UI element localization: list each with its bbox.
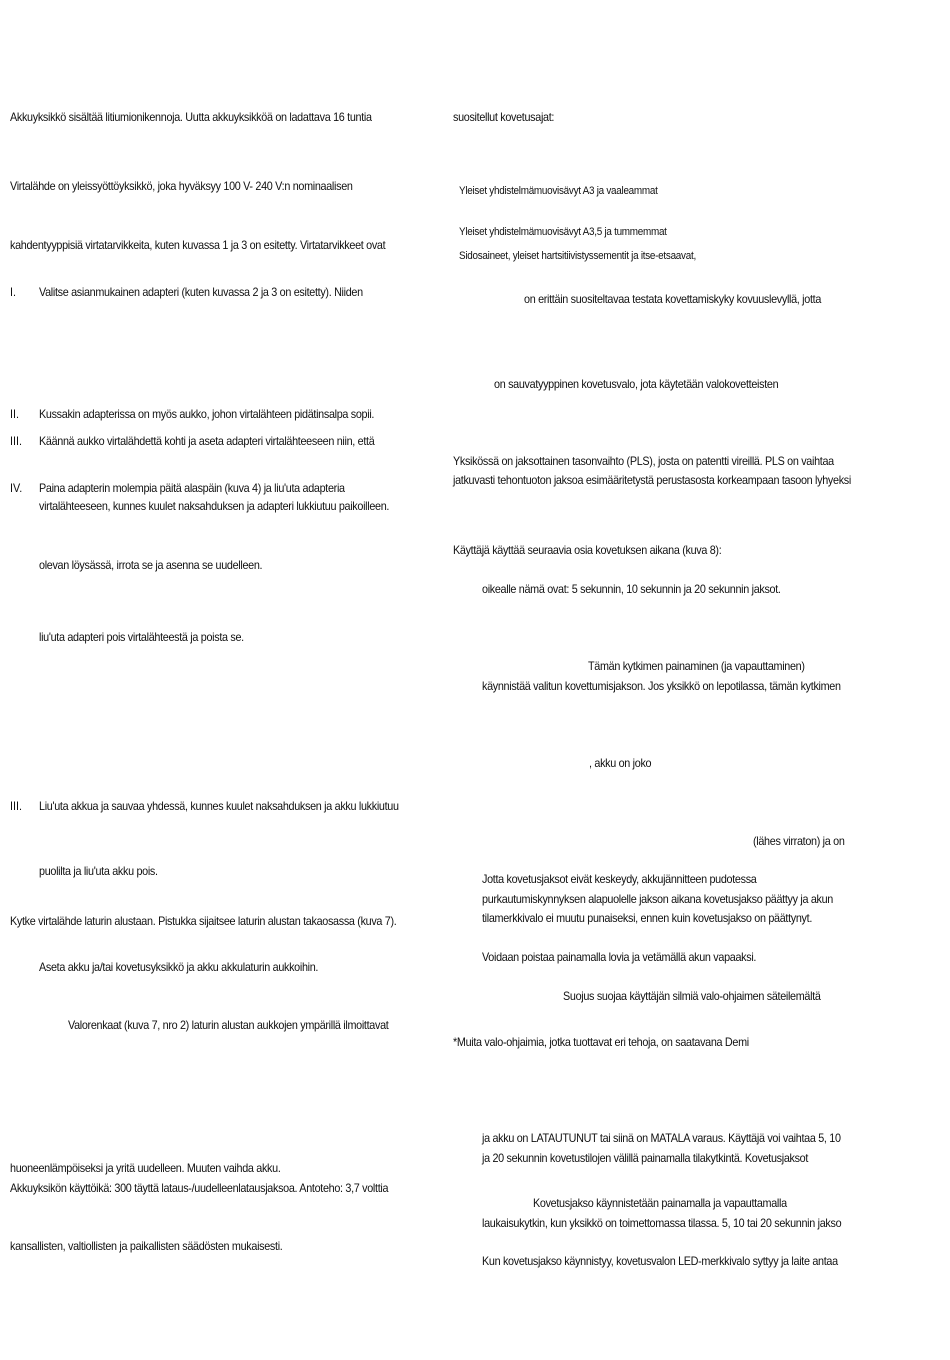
- regulations-text: kansallisten, valtiollisten ja paikallisten säädösten mukaisesti.: [10, 1239, 283, 1253]
- power-supply-text: Virtalähde on yleissyöttöyksikkö, joka hyväksyy 100 V- 240 V:n nominaalisen: [10, 179, 353, 193]
- other-guides-text: *Muita valo-ohjaimia, jotka tuottavat eri tehoja, on saatavana Demi: [453, 1035, 749, 1049]
- light-rings-text: Valorenkaat (kuva 7, nro 2) laturin alustan aukkojen ympärillä ilmoittavat: [68, 1018, 389, 1032]
- parts-text: Käyttäjä käyttää seuraavia osia kovetuksen aikana (kuva 8):: [453, 543, 722, 557]
- step-text: virtalähteeseen, kunnes kuulet naksahduksen ja adapteri lukkiutuu paikoilleen.: [39, 499, 390, 513]
- battery-lifetime-text: Akkuyksikön käyttöikä: 300 täyttä lataus-/uudelleenlatausjaksoa. Antoteho: 3,7 volttia: [10, 1181, 389, 1195]
- shield-text: Suojus suojaa käyttäjän silmiä valo-ohjaimen säteilemältä: [563, 989, 821, 1003]
- step-text: Kussakin adapterissa on myös aukko, johon virtalähteen pidätinsalpa sopii.: [39, 407, 375, 421]
- step-number: III.: [10, 434, 23, 448]
- start-cycle-text: Kovetusjakso käynnistetään painamalla ja vapauttamalla: [533, 1196, 787, 1210]
- room-temp-text: huoneenlämpöiseksi ja yritä uudelleen. Muuten vaihda akku.: [10, 1161, 281, 1175]
- step-number: II.: [10, 407, 20, 421]
- cycles-text: oikealle nämä ovat: 5 sekunnin, 10 sekunnin ja 20 sekunnin jaksot.: [482, 582, 781, 596]
- step-number: III.: [10, 799, 23, 813]
- interrupt-text: Jotta kovetusjaksot eivät keskeydy, akkujännitteen pudotessa: [482, 872, 757, 886]
- led-text: Kun kovetusjakso käynnistyy, kovetusvalon LED-merkkivalo syttyy ja laite antaa: [482, 1254, 838, 1268]
- step-text: Liu'uta akkua ja sauvaa yhdessä, kunnes kuulet naksahduksen ja akku lukkiutuu: [39, 799, 399, 813]
- switch-text: Tämän kytkimen painaminen (ja vapauttaminen): [588, 659, 805, 673]
- loose-adapter-text: olevan löysässä, irrota se ja asenna se uudelleen.: [39, 558, 263, 572]
- step-text: Valitse asianmukainen adapteri (kuten kuvassa 2 ja 3 on esitetty). Niiden: [39, 285, 363, 299]
- curing-times-heading: suositellut kovetusajat:: [453, 110, 555, 124]
- battery-state-text: (lähes virraton) ja on: [753, 834, 845, 848]
- curing-row: Sidosaineet, yleiset hartsitiivistyssementit ja itse-etsaavat,: [459, 250, 696, 262]
- slide-out-text: liu'uta adapteri pois virtalähteestä ja poista se.: [39, 630, 244, 644]
- battery-intro-text: Akkuyksikkö sisältää litiumionikennoja. Uutta akkuyksikköä on ladattava 16 tuntia: [10, 110, 372, 124]
- step-text: Käännä aukko virtalähdettä kohti ja aseta adapteri virtalähteeseen niin, että: [39, 434, 375, 448]
- hardness-test-text: on erittäin suositeltavaa testata kovettamiskyky kovuuslevyllä, jotta: [524, 292, 822, 306]
- start-cycle-text: laukaisukytkin, kun yksikkö on toimettomassa tilassa. 5, 10 tai 20 sekunnin jakso: [482, 1216, 842, 1230]
- accessories-text: kahdentyyppisiä virtatarvikkeita, kuten kuvassa 1 ja 3 on esitetty. Virtatarvikkeet ovat: [10, 238, 386, 252]
- wand-light-text: on sauvatyyppinen kovetusvalo, jota käytetään valokovetteisten: [494, 377, 779, 391]
- curing-row: Yleiset yhdistelmämuovisävyt A3,5 ja tummemmat: [459, 226, 667, 238]
- pls-text: Yksikössä on jaksottainen tasonvaihto (PLS), josta on patentti vireillä. PLS on vaihtaa: [453, 454, 834, 468]
- interrupt-text: purkautumiskynnyksen alapuolelle jakson aikana kovetusjakso päättyy ja akun: [482, 892, 833, 906]
- switch-text: käynnistää valitun kovettumisjakson. Jos yksikkö on lepotilassa, tämän kytkimen: [482, 679, 841, 693]
- pls-text: jatkuvasti tehontuoton jaksoa esimääritetystä perustasosta korkeampaan tasoon lyhyeksi: [453, 473, 851, 487]
- step-number: I.: [10, 285, 17, 299]
- step-number: IV.: [10, 481, 23, 495]
- battery-state-text: , akku on joko: [589, 756, 652, 770]
- insert-text: Aseta akku ja/tai kovetusyksikkö ja akku akkulaturin aukkoihin.: [39, 960, 319, 974]
- connect-text: Kytke virtalähde laturin alustaan. Pistukka sijaitsee laturin alustan takaosassa (kuva 7).: [10, 914, 397, 928]
- remove-battery-text: puolilta ja liu'uta akku pois.: [39, 864, 158, 878]
- interrupt-text: tilamerkkivalo ei muutu punaiseksi, ennen kuin kovetusjakso on päättynyt.: [482, 911, 813, 925]
- charge-state-text: ja 20 sekunnin kovetustilojen välillä painamalla tilakytkintä. Kovetusjaksot: [482, 1151, 809, 1165]
- charge-state-text: ja akku on LATAUTUNUT tai siinä on MATALA varaus. Käyttäjä voi vaihtaa 5, 10: [482, 1131, 841, 1145]
- curing-row: Yleiset yhdistelmämuovisävyt A3 ja vaaleammat: [459, 185, 658, 197]
- step-text: Paina adapterin molempia päitä alaspäin (kuva 4) ja liu'uta adapteria: [39, 481, 345, 495]
- remove-text: Voidaan poistaa painamalla lovia ja vetämällä akun vapaaksi.: [482, 950, 757, 964]
